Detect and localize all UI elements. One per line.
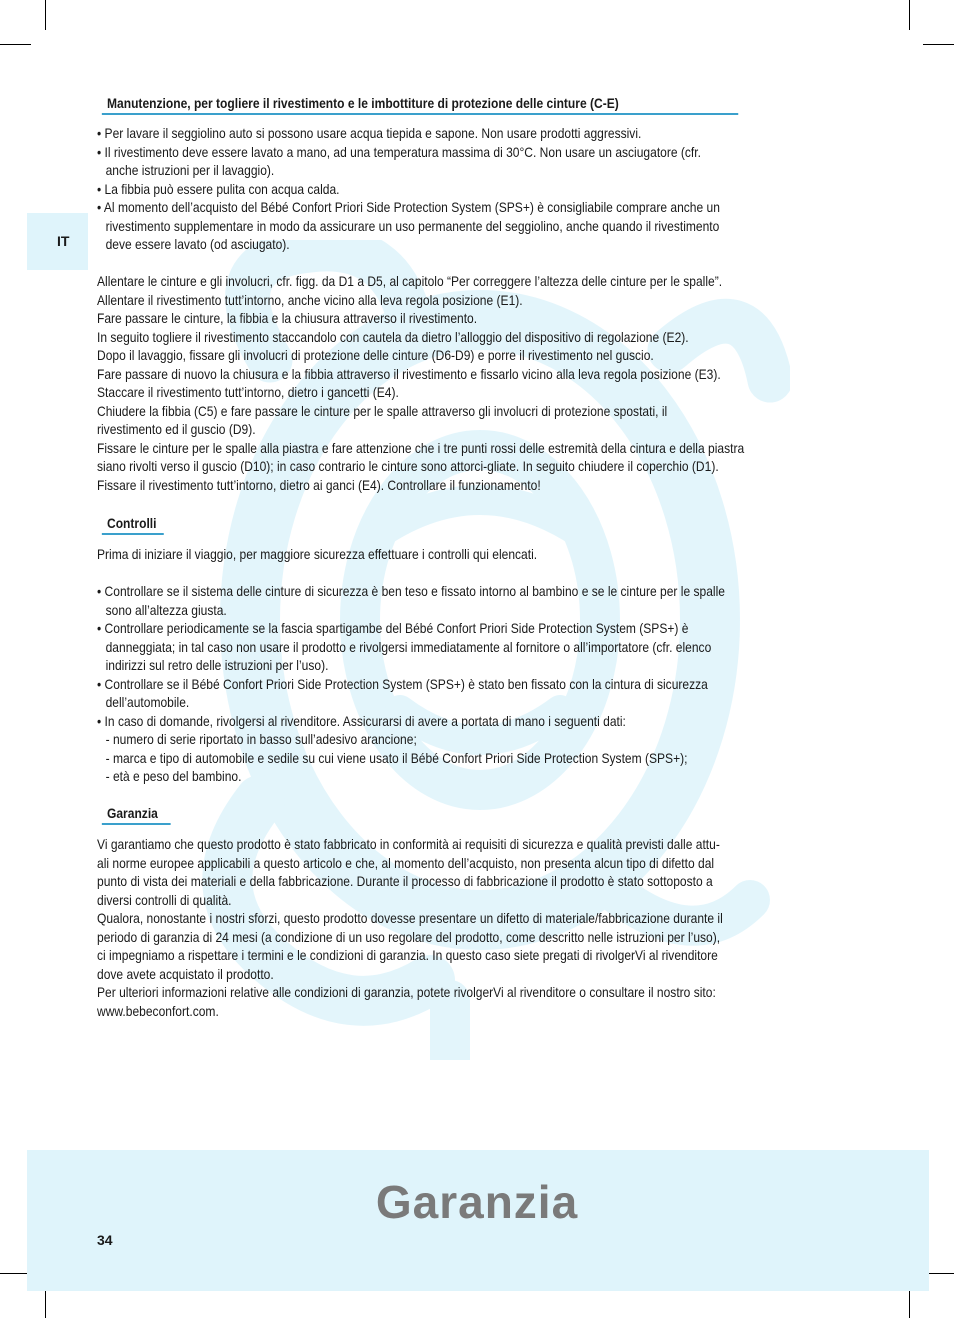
page-number: 34 <box>97 1232 113 1248</box>
sub-item: - marca e tipo di automobile e sedile su cui viene usato il Bébé Confort Priori Side Protection System (SPS+); <box>105 749 688 766</box>
footer-title: Garanzia <box>375 1176 579 1228</box>
text-line: diversi controlli di qualità. <box>97 891 232 908</box>
list-item: • Controllare se il Bébé Confort Priori Side Protection System (SPS+) è stato ben fissato con la cintura di sicurezza dell’automobile. <box>97 675 708 710</box>
text-line: rivestimento ed il guscio (D9). <box>97 421 256 437</box>
title-underline <box>102 823 171 825</box>
sub-item: - numero di serie riportato in basso sull’adesivo arancione; <box>105 731 417 747</box>
title-underline <box>102 533 164 535</box>
text-line: Fissare il rivestimento tutt’intorno, dietro ai ganci (E4). Controllare il funzionamento! <box>97 476 541 493</box>
maintenance-instructions <box>97 272 744 494</box>
section-title-text: Controlli <box>107 515 157 531</box>
controls-bullets <box>97 582 725 786</box>
crop-mark <box>45 1288 46 1318</box>
text-line: Chiudere la fibbia (C5) e fare passare le cinture per le spalle attraverso gli involucri di protezione spostati, il <box>97 402 668 419</box>
text-line: Fare passare le cinture, la fibbia e la chiusura attraverso il rivestimento. <box>97 310 478 326</box>
section-title-garanzia <box>107 805 158 821</box>
title-underline <box>102 113 738 115</box>
crop-mark <box>0 44 31 45</box>
list-item: • Per lavare il seggiolino auto si possono usare acqua tiepida e sapone. Non usare prodotti aggressivi. <box>97 125 642 141</box>
section-title-text: Garanzia <box>107 805 158 821</box>
crop-mark <box>909 0 910 30</box>
list-item: • Controllare periodicamente se la fascia spartigambe del Bébé Confort Priori Side Protection System (SPS+) è danneggiata; in tal caso non usare il prodotto e rivolgersi immediatamente al fornitore o all’importatore (cfr. elenco indirizzi sul retro delle istruzioni per l’uso). <box>97 620 712 673</box>
text-line: Qualora, nonostante i nostri sforzi, questo prodotto dovesse presentare un difetto di materiale/fabbricazione durante il <box>97 910 723 926</box>
section-title-text: Manutenzione, per togliere il rivestimento e le imbottiture di protezione delle cinture (C-E) <box>107 95 619 111</box>
text-line: Staccare il rivestimento tutt’intorno, dietro i gancetti (E4). <box>97 384 399 400</box>
section-title-manutenzione <box>107 95 619 111</box>
website-link[interactable]: www.bebeconfort.com. <box>97 1002 219 1019</box>
list-item: • Controllare se il sistema delle cinture di sicurezza è ben teso e fissato intorno al bambino e se le cinture per le spalle sono all’altezza giusta. <box>97 583 725 618</box>
list-item: • Al momento dell’acquisto del Bébé Confort Priori Side Protection System (SPS+) è consigliabile comprare anche un rivestimento supplementare in modo da assicurare un uso permanente del seggiolino, anche quando il rivestimento deve essere lavato (od asciugato). <box>97 199 720 252</box>
text-line: ali norme europee applicabili a questo articolo e che, al momento dell’acquisto, non presenta alcun tipo di difetto dal <box>97 854 715 871</box>
text-line: Allentare le cinture e gli involucri, cfr. figg. da D1 a D5, al capitolo “Per correggere l’altezza delle cinture per le spalle”. <box>97 273 723 289</box>
text-line: Fissare le cinture per le spalle alla piastra e fare attenzione che i tre punti rossi delle estremità della cintura e della piastra <box>97 439 745 456</box>
text-line: dove avete acquistato il prodotto. <box>97 965 274 982</box>
section-title-controlli <box>107 515 156 531</box>
list-item: • In caso di domande, rivolgersi al rivenditore. Assicurarsi di avere a portata di mano i seguenti dati: <box>97 712 626 729</box>
list-item: • Il rivestimento deve essere lavato a mano, ad una temperatura massima di 30°C. Non usare un asciugatore (cfr. anche istruzioni per il lavaggio). <box>97 143 701 178</box>
crop-mark <box>909 1288 910 1318</box>
crop-mark <box>45 0 46 30</box>
text-line: In seguito togliere il rivestimento staccandolo con cautela da dietro l’alloggio del dispositivo di regolazione (E2). <box>97 328 689 345</box>
warranty-text <box>97 835 723 1020</box>
crop-mark <box>923 44 954 45</box>
text-line: Prima di iniziare il viaggio, per maggiore sicurezza effettuare i controlli qui elencati. <box>97 546 538 562</box>
text-line: Fare passare di nuovo la chiusura e la fibbia attraverso il rivestimento e fissarlo vicino alla leva regola posizione (E3). <box>97 365 721 382</box>
list-item: • La fibbia può essere pulita con acqua calda. <box>97 180 340 197</box>
controls-intro <box>97 545 537 564</box>
maintenance-bullets <box>97 124 720 254</box>
language-tab: IT <box>27 213 88 270</box>
text-line: Allentare il rivestimento tutt’intorno, anche vicino alla leva regola posizione (E1). <box>97 291 523 308</box>
text-line: periodo di garanzia di 24 mesi (a condizione di un uso regolare del prodotto, come descritto nelle istruzioni per l’uso), <box>97 928 721 945</box>
text-line: siano rivolti verso il guscio (D10); in caso contrario le cinture sono attorci-gliate. In seguito chiudere il coperchio (D1). <box>97 458 719 474</box>
sub-item: - età e peso del bambino. <box>105 768 242 784</box>
text-line: Dopo il lavaggio, fissare gli involucri di protezione delle cinture (D6-D9) e porre il rivestimento nel guscio. <box>97 347 654 363</box>
text-line: ci impegniamo a rispettare i termini e le condizioni di garanzia. In questo caso siete pregati di rivolgerVi al rivenditore <box>97 947 718 963</box>
text-line: punto di vista dei materiali e della fabbricazione. Durante il processo di fabbricazione il prodotto è stato sottoposto a <box>97 873 713 889</box>
text-line: Per ulteriori informazioni relative alle condizioni di garanzia, potete rivolgerVi al rivenditore o consultare il nostro sito: <box>97 984 716 1000</box>
text-line: Vi garantiamo che questo prodotto è stato fabbricato in conformità ai requisiti di sicurezza e qualità previsti dalle attu- <box>97 836 720 852</box>
